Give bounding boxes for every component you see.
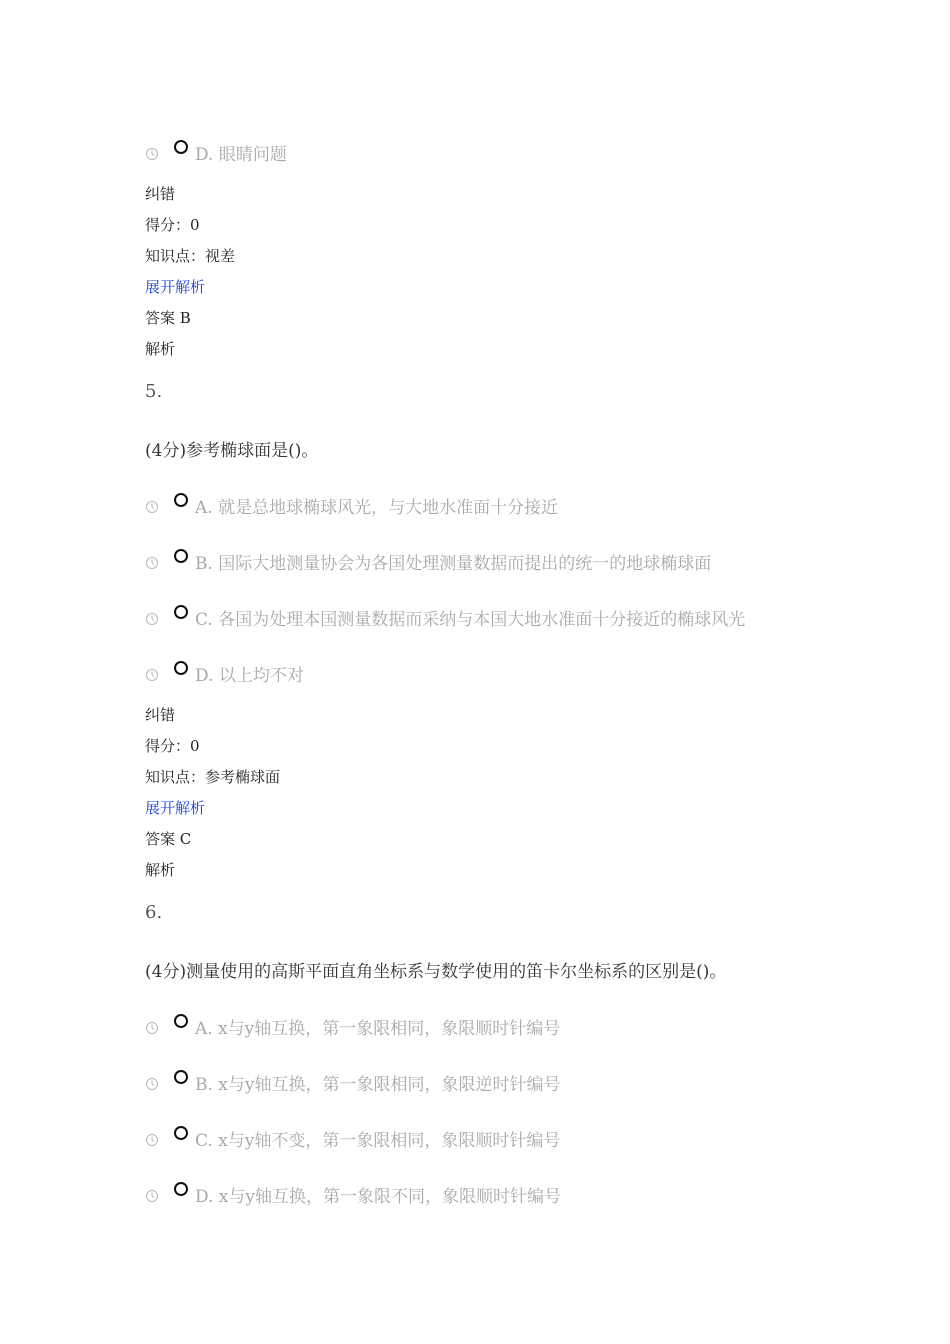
q6-option-a[interactable] (145, 1012, 560, 1040)
clock-icon (145, 1188, 159, 1202)
clock-icon (145, 1132, 159, 1146)
radio-icon[interactable] (174, 1014, 188, 1028)
prev-option-d[interactable] (145, 138, 287, 166)
radio-icon[interactable] (174, 140, 188, 154)
question-text: (4分)参考椭球面是()。 (145, 441, 319, 461)
question-number: 5. (145, 381, 163, 402)
answer-text: 答案 B (145, 309, 191, 327)
question-text: (4分)测量使用的高斯平面直角坐标系与数学使用的笛卡尔坐标系的区别是()。 (145, 962, 727, 982)
radio-icon[interactable] (174, 549, 188, 563)
clock-icon (145, 611, 159, 625)
knowledge-point: 知识点：视差 (145, 247, 236, 265)
question-number: 6. (145, 902, 163, 923)
score-text: 得分：0 (145, 737, 200, 755)
radio-icon[interactable] (174, 605, 188, 619)
q5-option-d[interactable] (145, 659, 304, 687)
option-text: D. 眼睛问题 (195, 144, 287, 165)
option-text: D. x与y轴互换，第一象限不同，象限顺时针编号 (195, 1186, 562, 1207)
option-text: D. 以上均不对 (195, 665, 304, 686)
q6-option-c[interactable] (145, 1124, 560, 1152)
score-text: 得分：0 (145, 216, 200, 234)
correction-link[interactable]: 纠错 (145, 185, 176, 203)
q5-option-a[interactable] (145, 491, 558, 519)
clock-icon (145, 146, 159, 160)
q5-option-c[interactable] (145, 603, 745, 631)
expand-analysis-link[interactable]: 展开解析 (145, 799, 206, 817)
clock-icon (145, 555, 159, 569)
correction-link[interactable]: 纠错 (145, 706, 176, 724)
clock-icon (145, 499, 159, 513)
radio-icon[interactable] (174, 1070, 188, 1084)
option-text: C. x与y轴不变，第一象限相同，象限顺时针编号 (195, 1130, 561, 1151)
radio-icon[interactable] (174, 1182, 188, 1196)
q6-option-d[interactable] (145, 1180, 561, 1208)
q5-option-b[interactable] (145, 547, 711, 575)
radio-icon[interactable] (174, 493, 188, 507)
radio-icon[interactable] (174, 661, 188, 675)
answer-text: 答案 C (145, 830, 192, 848)
clock-icon (145, 667, 159, 681)
analysis-label: 解析 (145, 861, 176, 879)
option-text: A. 就是总地球椭球风光，与大地水准面十分接近 (195, 497, 559, 518)
clock-icon (145, 1076, 159, 1090)
option-text: B. 国际大地测量协会为各国处理测量数据而提出的统一的地球椭球面 (195, 553, 712, 574)
radio-icon[interactable] (174, 1126, 188, 1140)
analysis-label: 解析 (145, 340, 176, 358)
q6-option-b[interactable] (145, 1068, 561, 1096)
option-text: B. x与y轴互换，第一象限相同，象限逆时针编号 (195, 1074, 561, 1095)
option-text: A. x与y轴互换，第一象限相同，象限顺时针编号 (195, 1018, 561, 1039)
clock-icon (145, 1020, 159, 1034)
knowledge-point: 知识点：参考椭球面 (145, 768, 281, 786)
option-text: C. 各国为处理本国测量数据而采纳与本国大地水准面十分接近的椭球风光 (195, 609, 746, 630)
expand-analysis-link[interactable]: 展开解析 (145, 278, 206, 296)
